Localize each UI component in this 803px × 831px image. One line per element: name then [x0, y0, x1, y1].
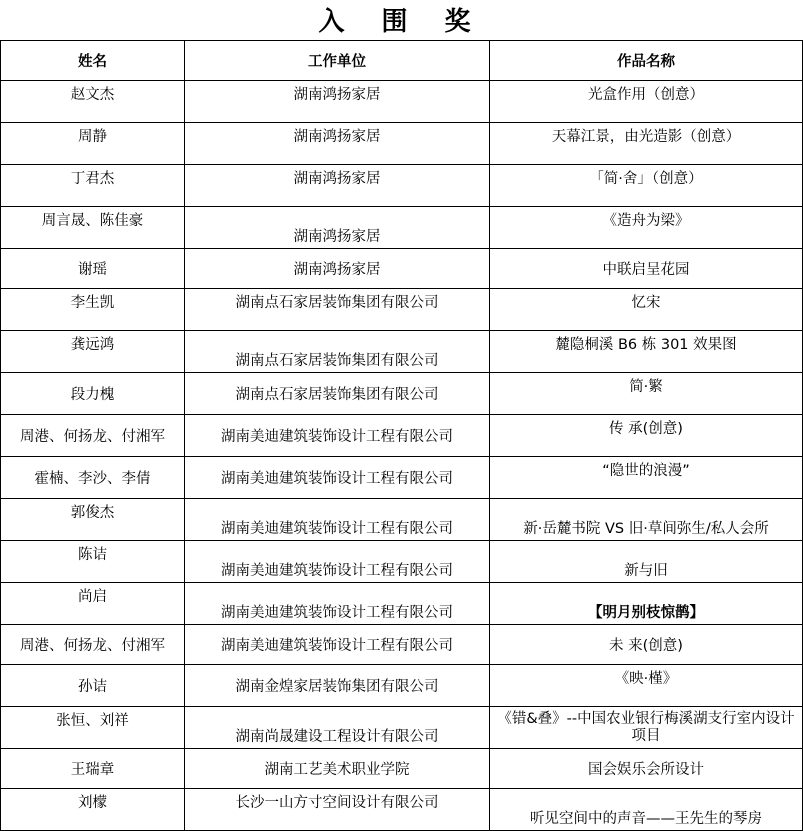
cell-work: 新与旧: [490, 541, 803, 583]
cell-work: 听见空间中的声音——王先生的琴房: [490, 789, 803, 831]
cell-unit: 湖南美迪建筑装饰设计工程有限公司: [185, 415, 490, 457]
cell-name: 周言晟、陈佳豪: [1, 207, 185, 249]
cell-work: “隐世的浪漫”: [490, 457, 803, 499]
table-row: [1, 81, 803, 123]
cell-work: 未 来(创意): [490, 625, 803, 665]
table-row: [1, 123, 803, 165]
cell-work: 《映·槿》: [490, 665, 803, 707]
table-row: [1, 665, 803, 707]
header-unit: 工作单位: [185, 41, 490, 81]
header-name: 姓名: [1, 41, 185, 81]
table-row: [1, 789, 803, 831]
cell-name: 孙诘: [1, 665, 185, 707]
cell-name: 龚远鸿: [1, 331, 185, 373]
cell-name: 霍楠、李沙、李倩: [1, 457, 185, 499]
cell-name: 赵文杰: [1, 81, 185, 123]
cell-name: 王瑞章: [1, 749, 185, 789]
table-row: [1, 165, 803, 207]
table-row: [1, 457, 803, 499]
page-title: 入 围 奖: [318, 7, 485, 37]
cell-unit: 湖南金煌家居装饰集团有限公司: [185, 665, 490, 707]
cell-unit: 湖南工艺美术职业学院: [185, 749, 490, 789]
cell-name: 陈诘: [1, 541, 185, 583]
cell-unit: 湖南鸿扬家居: [185, 123, 490, 165]
cell-unit: 湖南美迪建筑装饰设计工程有限公司: [185, 457, 490, 499]
table-row: [1, 331, 803, 373]
cell-work: 传 承(创意): [490, 415, 803, 457]
cell-unit: 湖南美迪建筑装饰设计工程有限公司: [185, 541, 490, 583]
cell-name: 李生凯: [1, 289, 185, 331]
cell-unit: 湖南鸿扬家居: [185, 207, 490, 249]
cell-unit: 湖南鸿扬家居: [185, 165, 490, 207]
cell-unit: 湖南美迪建筑装饰设计工程有限公司: [185, 625, 490, 665]
table-row: [1, 707, 803, 749]
cell-name: 丁君杰: [1, 165, 185, 207]
award-table: [0, 40, 803, 831]
cell-name: 周港、何扬龙、付湘军: [1, 415, 185, 457]
cell-unit: 湖南尚晟建设工程设计有限公司: [185, 707, 490, 749]
table-row: [1, 625, 803, 665]
table-row: [1, 583, 803, 625]
cell-name: 郭俊杰: [1, 499, 185, 541]
cell-work: 中联启呈花园: [490, 249, 803, 289]
cell-unit: 湖南点石家居装饰集团有限公司: [185, 331, 490, 373]
table-row: [1, 415, 803, 457]
table-row: [1, 373, 803, 415]
cell-unit: 湖南美迪建筑装饰设计工程有限公司: [185, 499, 490, 541]
cell-name: 张恒、刘祥: [1, 707, 185, 749]
cell-work: 《造舟为梁》: [490, 207, 803, 249]
table-row: [1, 499, 803, 541]
cell-unit: 湖南鸿扬家居: [185, 81, 490, 123]
cell-name: 周静: [1, 123, 185, 165]
table-row: [1, 749, 803, 789]
cell-work: 「简·舍」（创意）: [490, 165, 803, 207]
cell-work: 新·岳麓书院 VS 旧·草间弥生/私人会所: [490, 499, 803, 541]
cell-work: 《错&叠》--中国农业银行梅溪湖支行室内设计项目: [490, 707, 803, 749]
cell-name: 谢瑶: [1, 249, 185, 289]
header-row: [1, 41, 803, 81]
cell-name: 刘檬: [1, 789, 185, 831]
cell-work: 忆宋: [490, 289, 803, 331]
cell-work: 光盒作用（创意）: [490, 81, 803, 123]
cell-unit: 湖南点石家居装饰集团有限公司: [185, 373, 490, 415]
table-row: [1, 207, 803, 249]
cell-unit: 湖南点石家居装饰集团有限公司: [185, 289, 490, 331]
cell-name: 周港、何扬龙、付湘军: [1, 625, 185, 665]
table-row: [1, 249, 803, 289]
cell-name: 段力槐: [1, 373, 185, 415]
cell-work: 天幕江景，由光造影（创意）: [490, 123, 803, 165]
cell-work: 简·繁: [490, 373, 803, 415]
table-row: [1, 541, 803, 583]
table-row: [1, 289, 803, 331]
cell-name: 尚启: [1, 583, 185, 625]
cell-work: 【明月别枝惊鹊】: [490, 583, 803, 625]
cell-unit: 长沙一山方寸空间设计有限公司: [185, 789, 490, 831]
header-work: 作品名称: [490, 41, 803, 81]
cell-work: 麓隐桐溪 B6 栋 301 效果图: [490, 331, 803, 373]
cell-work: 国会娱乐会所设计: [490, 749, 803, 789]
cell-unit: 湖南鸿扬家居: [185, 249, 490, 289]
cell-unit: 湖南美迪建筑装饰设计工程有限公司: [185, 583, 490, 625]
